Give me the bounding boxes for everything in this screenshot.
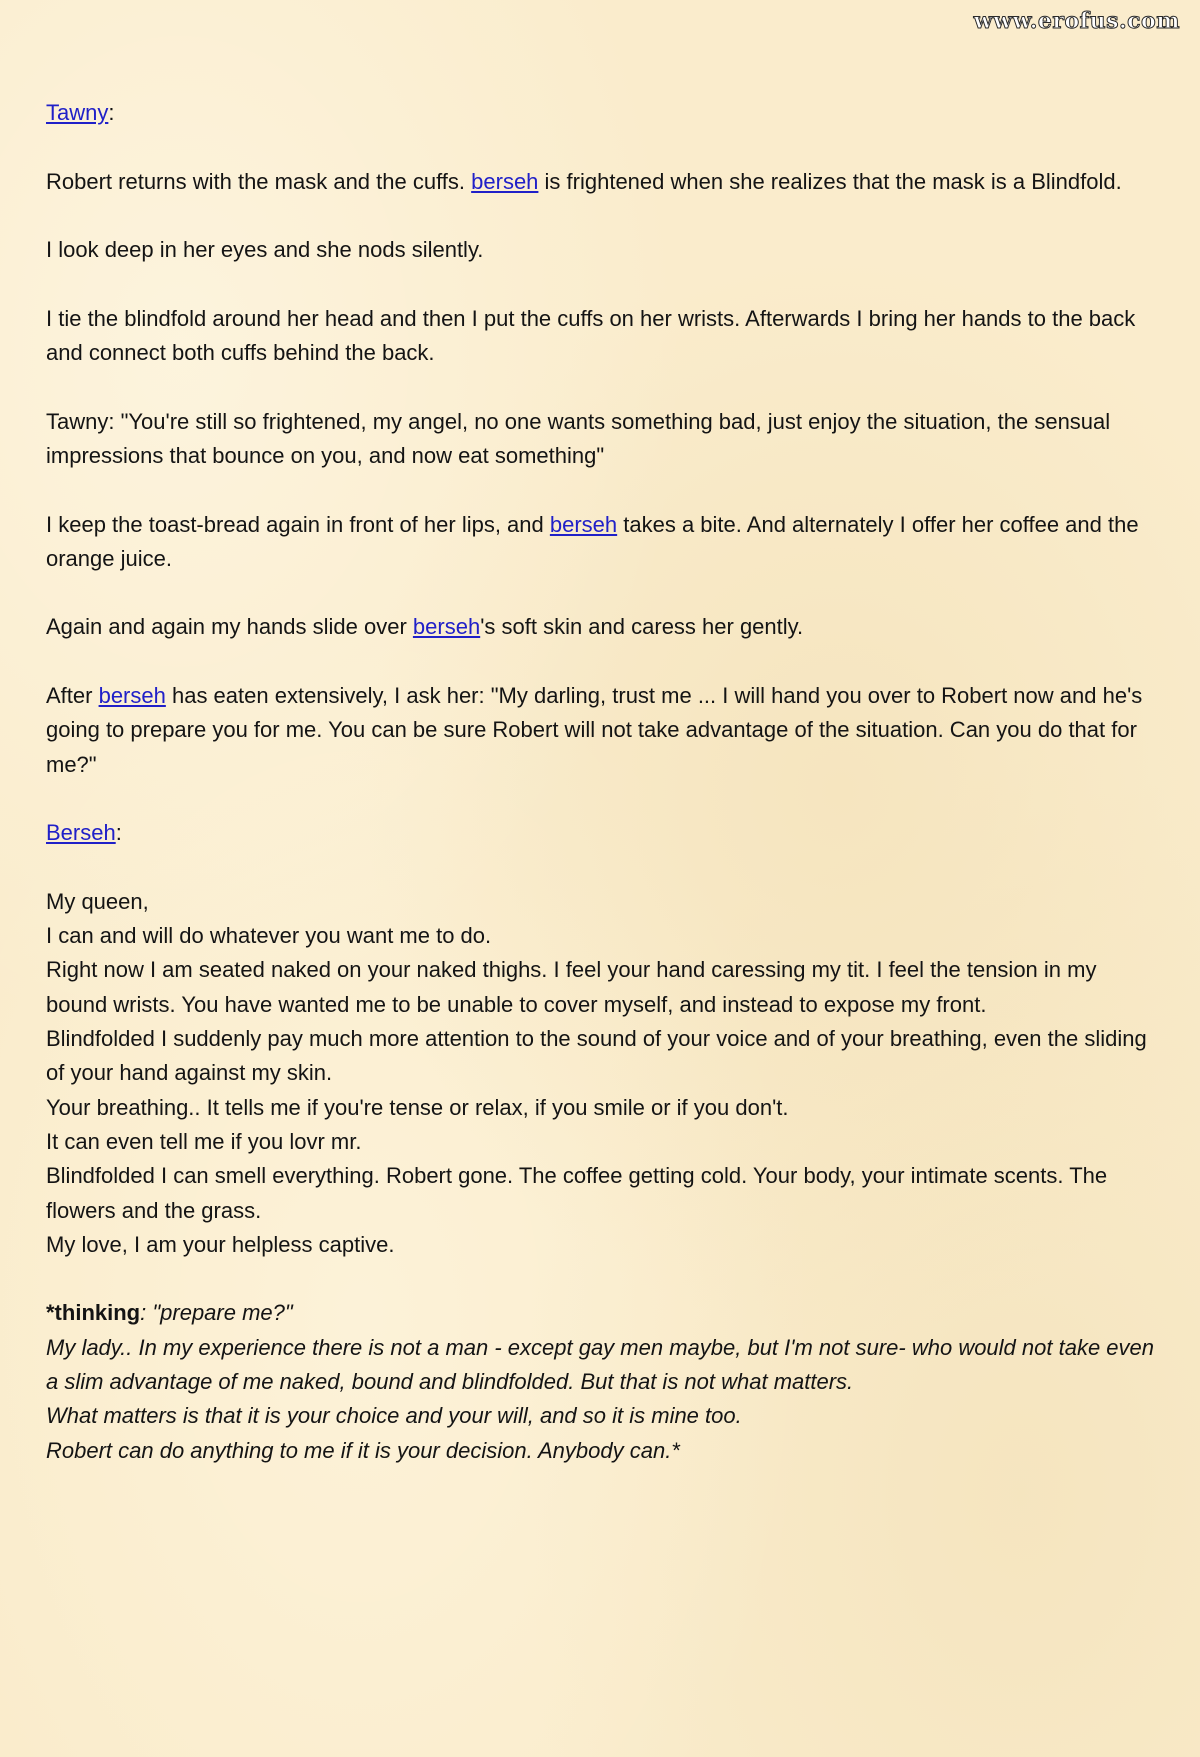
tawny-paragraph-7: [46, 679, 1156, 782]
paragraph-text: I keep the toast-bread again in front of her lips, and: [46, 511, 550, 537]
berseh-heading: [46, 816, 1156, 850]
paragraph-text: After: [46, 683, 99, 709]
thinking-line: My lady.. In my experience there is not a man - except gay men maybe, but I'm not sure- who would not take even a slim advantage of me naked, bound and blindfolded. But that is not what matters.: [46, 1334, 1155, 1394]
tawny-paragraph-2: I look deep in her eyes and she nods silently.: [46, 237, 484, 263]
tawny-heading-colon: :: [108, 100, 115, 125]
berseh-link[interactable]: berseh: [471, 168, 539, 194]
berseh-line: It can even tell me if you lovr mr.: [46, 1128, 362, 1154]
berseh-link[interactable]: berseh: [412, 614, 481, 640]
berseh-heading-colon: :: [115, 820, 122, 846]
thinking-line: What matters is that it is your choice and your will, and so it is mine too.: [46, 1403, 742, 1429]
thinking-quote: : "prepare me?": [140, 1300, 293, 1326]
berseh-line: My queen,: [46, 888, 149, 914]
paragraph-text: is frightened when she realizes that the mask is a Blindfold.: [538, 168, 1122, 194]
berseh-line: My love, I am your helpless captive.: [46, 1231, 395, 1257]
paragraph-text: takes a bite. And alternately I offer her coffee and the orange juice.: [46, 511, 1139, 571]
tawny-paragraph-1: [46, 165, 1156, 199]
thinking-line: Robert can do anything to me if it is your decision. Anybody can.*: [46, 1437, 680, 1463]
tawny-paragraph-4: Tawny: "You're still so frightened, my angel, no one wants something bad, just enjoy the situation, the sensual impressions that bounce on you, and now eat something": [46, 408, 1111, 468]
berseh-line: Right now I am seated naked on your naked thighs. I feel your hand caressing my tit. I feel the tension in my bound wrists. You have wanted me to be unable to cover myself, and instead to expose my front.: [46, 957, 1097, 1017]
paragraph-text: Robert returns with the mask and the cuffs.: [46, 168, 472, 194]
berseh-link[interactable]: berseh: [549, 511, 618, 537]
berseh-line: Blindfolded I suddenly pay much more attention to the sound of your voice and of your breathing, even the sliding of your hand against my skin.: [46, 1026, 1147, 1086]
tawny-paragraph-6: [46, 610, 1156, 644]
berseh-line: Your breathing.. It tells me if you're tense or relax, if you smile or if you don't.: [46, 1094, 789, 1120]
thinking-label: *thinking: [46, 1300, 141, 1326]
thinking-heading: [46, 1296, 1156, 1330]
berseh-link[interactable]: berseh: [98, 683, 166, 709]
site-watermark: www.erofus.com: [973, 8, 1180, 34]
berseh-line: Blindfolded I can smell everything. Robert gone. The coffee getting cold. Your body, your intimate scents. The flowers and the grass.: [46, 1163, 1108, 1223]
paragraph-text: has eaten extensively, I ask her: "My darling, trust me ... I will hand you over to Robert now and he's going to prepare you for me. You can be sure Robert will not take advantage of the situation. Can you do that for me?": [46, 683, 1143, 777]
berseh-speaker-link[interactable]: Berseh: [46, 820, 116, 846]
document-page: [46, 96, 1156, 1468]
berseh-line: I can and will do whatever you want me to do.: [46, 923, 492, 949]
paragraph-text: 's soft skin and caress her gently.: [480, 614, 804, 640]
tawny-heading: [46, 96, 1156, 130]
paragraph-text: Again and again my hands slide over: [46, 614, 413, 640]
tawny-paragraph-5: [46, 508, 1156, 577]
tawny-speaker-link[interactable]: Tawny: [46, 100, 109, 125]
tawny-paragraph-3: I tie the blindfold around her head and then I put the cuffs on her wrists. Afterwards I bring her hands to the back and connect both cuffs behind the back.: [46, 305, 1136, 366]
